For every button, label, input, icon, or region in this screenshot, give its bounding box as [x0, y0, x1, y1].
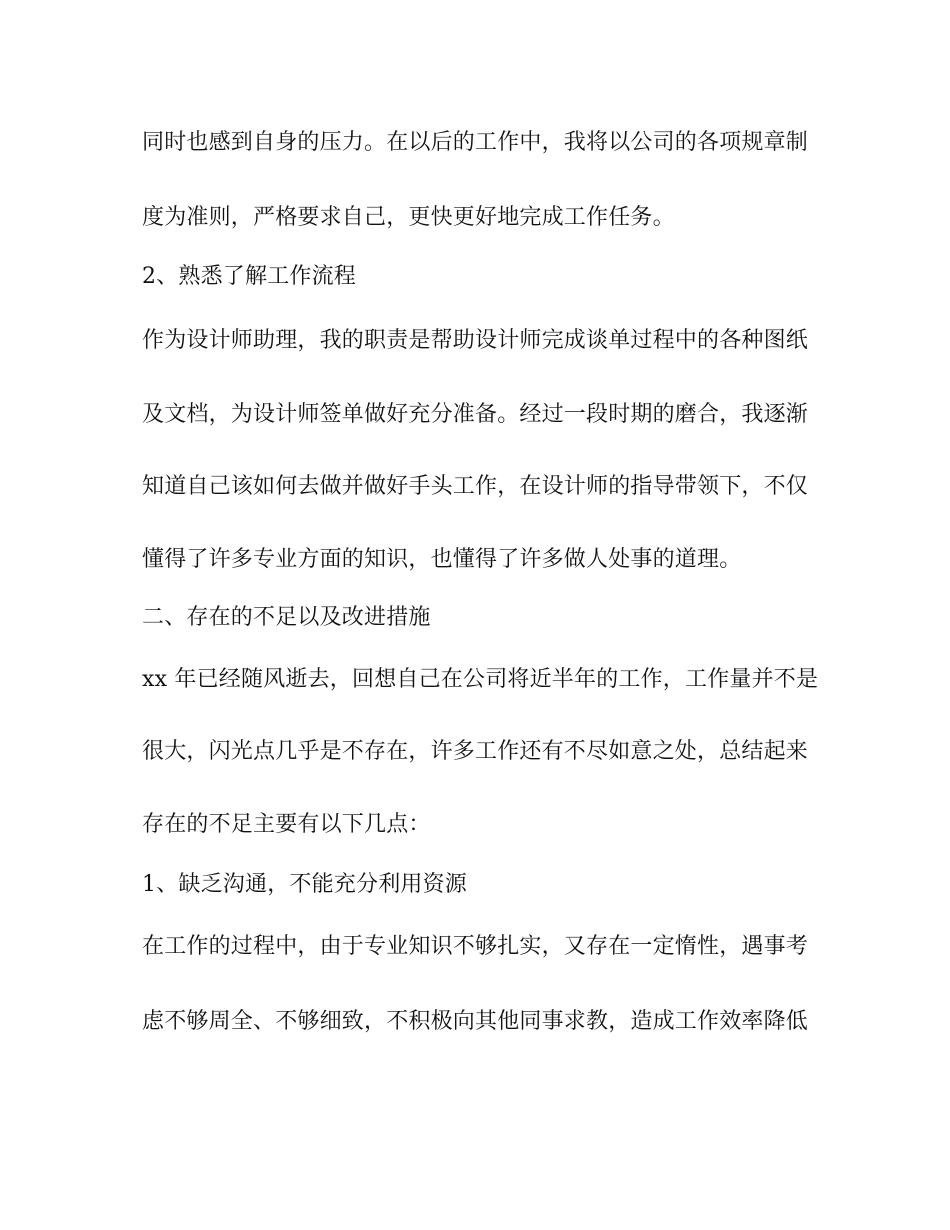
paragraph-line: 懂得了许多专业方面的知识，也懂得了许多做人处事的道理。 — [142, 547, 742, 572]
section-heading: 2、熟悉了解工作流程 — [142, 264, 356, 289]
paragraph-line: 作为设计师助理，我的职责是帮助设计师完成谈单过程中的各种图纸 — [142, 328, 809, 353]
paragraph-line: xx 年已经随风逝去，回想自己在公司将近半年的工作，工作量并不是 — [142, 667, 819, 692]
section-heading: 二、存在的不足以及改进措施 — [142, 605, 431, 630]
paragraph-line: 知道自己该如何去做并做好手头工作，在设计师的指导带领下，不仅 — [142, 474, 809, 499]
paragraph-line: 在工作的过程中，由于专业知识不够扎实，又存在一定惰性，遇事考 — [142, 934, 809, 959]
paragraph-line: 同时也感到自身的压力。在以后的工作中，我将以公司的各项规章制 — [142, 130, 809, 155]
paragraph-line: 存在的不足主要有以下几点： — [142, 812, 431, 837]
section-heading: 1、缺乏沟通，不能充分利用资源 — [142, 872, 467, 897]
paragraph-line: 虑不够周全、不够细致，不积极向其他同事求教，造成工作效率降低 — [142, 1009, 809, 1034]
paragraph-line: 及文档，为设计师签单做好充分准备。经过一段时期的磨合，我逐渐 — [142, 402, 809, 427]
paragraph-line: 度为准则，严格要求自己，更快更好地完成工作任务。 — [142, 205, 675, 230]
paragraph-line: 很大，闪光点几乎是不存在，许多工作还有不尽如意之处，总结起来 — [142, 739, 809, 764]
